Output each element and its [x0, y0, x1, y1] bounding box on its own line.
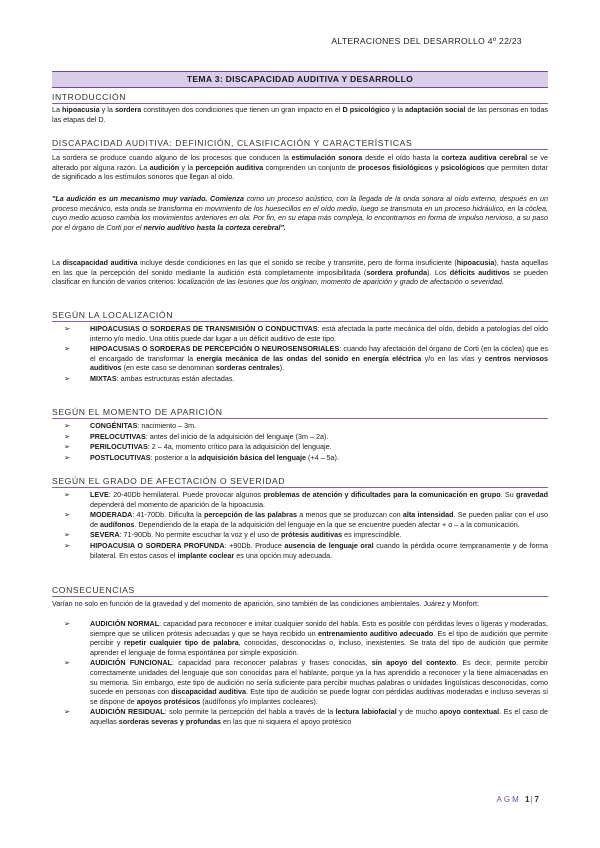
- text-run: se pueden clasificar en función de varios criterios:: [52, 267, 548, 287]
- text-run: SEVERA: [90, 530, 120, 540]
- text-run: (en este caso se denominan: [121, 363, 216, 373]
- text-run: centros nerviosos auditivos: [90, 353, 548, 373]
- arrow-bullet-icon: ➢: [64, 658, 71, 668]
- list-item: [64, 510, 548, 529]
- text-run: : cuando hay afectación del órgano de Corti (en la cóclea) que es el encargado de transformar la: [90, 344, 548, 363]
- text-run: y/o en las vías y: [421, 353, 485, 363]
- text-run: discapacidad auditiva: [171, 687, 247, 697]
- text-run: . Dependiendo de la etapa de la adquisición del lenguaje en la que se encuentre pueden afectar + o – a la comunicación.: [134, 519, 520, 529]
- text-run: AUDICIÓN RESIDUAL: [90, 707, 165, 717]
- text-run: es imprescindible.: [342, 530, 402, 540]
- arrow-bullet-icon: ➢: [64, 442, 71, 452]
- list-item: [64, 324, 548, 343]
- text-run: LEVE: [90, 490, 109, 499]
- text-run: AUDICIÓN FUNCIONAL: [90, 658, 173, 668]
- text-run: de las personas en todas las etapas del D.: [52, 105, 548, 124]
- text-run: : ambas estructuras están afectadas.: [116, 373, 235, 383]
- text-run: procesos fisiológicos: [358, 162, 433, 172]
- text-run: HIPOACUSIAS O SORDERAS DE TRANSMISIÓN O CONDUCTIVAS: [90, 324, 318, 333]
- text-run: audífonos: [100, 519, 135, 529]
- arrow-bullet-icon: ➢: [64, 344, 71, 354]
- text-run: : 41-70Db. Dificulta la: [132, 510, 204, 520]
- text-run: y la: [389, 105, 406, 114]
- page-footer: [497, 795, 540, 804]
- text-run: cuando la pérdida ocurre tempranamente y de forma bilateral. En estos casos el: [90, 540, 548, 560]
- text-run: HIPOACUSIAS O SORDERAS DE PERCEPCIÓN O NEUROSENSORIALES: [90, 344, 340, 354]
- text-run: AUDICIÓN NORMAL: [90, 619, 160, 628]
- list-item: [64, 707, 548, 726]
- text-run: prótesis auditivas: [280, 530, 343, 540]
- list-item: [64, 619, 548, 657]
- text-run: (audífonos y/o implantes cocleares).: [200, 696, 318, 706]
- section-heading-discapacidad-auditiva: DISCAPACIDAD AUDITIVA: DEFINICIÓN, CLASIFICACIÓN Y CARACTERÍSTICAS: [52, 138, 548, 150]
- list-item: [64, 421, 548, 431]
- text-run: . Es decir, permite percibir correctamente unidades del lenguaje que son conocidas para el hablante, porque ya la has aprendido a reconocer y la tiene almacenadas en su memoria. Sin embargo, este tipo de audición no sería suficiente para percibir muchas palabras o unidades lingüísticas desconocidas, como sucede en personas con: [90, 658, 548, 697]
- footer-page-number: 1: [525, 795, 531, 804]
- arrow-bullet-icon: ➢: [64, 619, 71, 628]
- text-run: déficits auditivos: [449, 267, 510, 277]
- text-run: ). Los: [427, 267, 450, 277]
- text-run: La sordera se produce cuando alguno de los procesos que conducen la: [52, 153, 292, 162]
- text-run: repetir cualquier tipo de palabra: [123, 638, 239, 648]
- arrow-bullet-icon: ➢: [64, 707, 71, 717]
- list-item: [64, 541, 548, 560]
- text-run: desde el oído hasta la: [362, 153, 442, 162]
- text-run: comprenden un conjunto de: [263, 162, 359, 172]
- list-item: [64, 658, 548, 706]
- text-run: percepción auditiva: [195, 162, 264, 172]
- text-run: que permiten dotar de significado a los estímulos sonoros que llegan al oído.: [52, 162, 548, 182]
- arrow-bullet-icon: ➢: [64, 452, 71, 462]
- text-run: adaptación social: [405, 105, 466, 114]
- text-run: . Este tipo de audición se puede lograr con pérdidas auditivas moderadas e incluso severas si se dispone de: [90, 687, 548, 706]
- text-run: La: [52, 105, 63, 114]
- text-run: . Se pueden paliar con el uso de: [90, 510, 548, 529]
- list-item: [64, 453, 548, 463]
- text-run: : 2 – 4a, momento crítico para la adquisición del lenguaje.: [147, 442, 332, 452]
- classification-paragraph: [52, 258, 548, 287]
- momento-list: [64, 421, 548, 463]
- text-run: HIPOACUSIA O SORDERA PROFUNDA: [90, 540, 225, 550]
- list-item: [64, 344, 548, 373]
- text-run: : +90Db. Produce: [224, 540, 285, 550]
- grado-list: [64, 490, 548, 561]
- text-run: , conocidas, desconocidas o, incluso, inexistentes. Se trata del tipo de audición que permite aprender el lenguaje de forma espontánea por simple exposición.: [90, 638, 549, 657]
- section-heading-momento: SEGÚN EL MOMENTO DE APARICIÓN: [52, 407, 548, 419]
- arrow-bullet-icon: ➢: [64, 490, 71, 499]
- text-run: . Es el tipo de audición que permite percibir y: [90, 628, 549, 648]
- section-heading-localizacion: SEGÚN LA LOCALIZACIÓN: [52, 310, 548, 322]
- text-run: apoyo contextual: [439, 707, 500, 717]
- section-heading-grado: SEGÚN EL GRADO DE AFECTACIÓN O SEVERIDAD: [52, 476, 548, 488]
- text-run: lectura labiofacial: [335, 707, 397, 717]
- text-run: PRELOCUTIVAS: [90, 431, 146, 441]
- text-run: incluye desde condiciones en las que el sonido se recibe y transmite, pero de forma insuficiente (: [137, 258, 457, 267]
- text-run: adquisición básica del lenguaje: [198, 452, 306, 462]
- text-run: hipoacusia: [62, 105, 100, 114]
- text-run: y la: [179, 162, 196, 172]
- text-run: entrenamiento auditivo adecuado: [317, 628, 434, 638]
- footer-separator: |: [530, 795, 535, 804]
- text-run: implante coclear: [177, 550, 235, 560]
- text-run: MODERADA: [90, 510, 133, 520]
- text-run: gravedad: [516, 490, 548, 499]
- text-run: como un proceso acústico, con la llegada de la onda sonora al oído externo, después en un proceso mecánico, esta onda se transforma en movimiento de los huesecillos en el oído medio, luego se transmuta en un proceso hidráulico, en la cóclea, cuyo medio acuoso cambia los movimientos anteriores en ola. Por fin, en su etapa más compleja, lo encontramos en forma de impulso nervioso, a su paso por el órgano de Corti por el: [52, 194, 548, 232]
- text-run: ), hasta aquellas en las que la percepción del sonido mediante la audición está completamente imposibilitada (: [52, 258, 548, 277]
- text-run: (+4 – 5a).: [305, 452, 339, 462]
- text-run: sorderas severas y profundas: [118, 716, 222, 726]
- text-run: . Su: [500, 490, 517, 499]
- text-run: y: [432, 162, 441, 172]
- text-run: y la: [99, 105, 115, 114]
- section-heading-consecuencias: CONSECUENCIAS: [52, 585, 548, 597]
- text-run: : está afectada la parte mecánica del oído, debido a patologías del oído interno y/o medio. Una otitis puede dar lugar a un déficit auditivo de este tipo.: [90, 324, 548, 343]
- footer-page-total: 7: [534, 795, 540, 804]
- arrow-bullet-icon: ➢: [64, 540, 71, 550]
- arrow-bullet-icon: ➢: [64, 324, 71, 333]
- text-run: CONGÉNITAS: [90, 421, 138, 430]
- text-run: ).: [279, 363, 285, 373]
- text-run: es una opción muy adecuada.: [234, 550, 333, 560]
- text-run: psicológicos: [440, 162, 485, 172]
- text-run: sordera profunda: [366, 267, 428, 277]
- consecuencias-intro: [52, 599, 548, 609]
- text-run: sin apoyo del contexto: [371, 658, 457, 668]
- text-run: alta intensidad: [402, 510, 454, 520]
- list-item: [64, 432, 548, 442]
- text-run: : posterior a la: [150, 452, 199, 462]
- page-title: TEMA 3: DISCAPACIDAD AUDITIVA Y DESARROLLO: [52, 71, 548, 88]
- text-run: 3m.: [184, 421, 197, 430]
- text-run: energía mecánica de las ondas del sonido en energía eléctrica: [196, 353, 422, 363]
- text-run: audición: [149, 162, 180, 172]
- list-item: [64, 442, 548, 452]
- text-run: localización de las lesiones que los originan, momento de aparición y grado de afectación o severidad.: [177, 277, 504, 287]
- text-run: : solo permite la percepción del habla a través de la: [164, 707, 336, 717]
- text-run: ausencia de lenguaje oral: [284, 540, 374, 550]
- text-run: La: [52, 258, 63, 267]
- arrow-bullet-icon: ➢: [64, 510, 71, 520]
- text-run: : 71-90Db. No permite escuchar la voz y el uso de: [119, 530, 281, 540]
- text-run: y de mucho: [396, 707, 440, 717]
- text-run: se ve alterado por alguna razón. La: [52, 153, 549, 172]
- list-item: [64, 490, 548, 509]
- text-run: dependerá del momento de aparición de la hipoacusia.: [90, 499, 266, 509]
- text-run: a menos que se produzcan con: [296, 510, 403, 520]
- text-run: discapacidad auditiva: [62, 258, 138, 267]
- text-run: : 20-40Db hemilateral. Puede provocar algunos: [108, 490, 264, 499]
- section-heading-introduccion: INTRODUCCIÓN: [52, 92, 548, 104]
- text-run: percepción de las palabras: [203, 510, 297, 520]
- list-item: [64, 530, 548, 540]
- text-run: nervio auditivo hasta la corteza cerebral".: [143, 222, 286, 232]
- text-run: sorderas centrales: [215, 363, 280, 373]
- text-run: Varían no solo en función de la gravedad y del momento de aparición, sino también de las condiciones ambientales. Juárez y Monfort:: [52, 599, 479, 608]
- text-run: "La audición es un mecanismo muy variado. Comienza: [52, 194, 245, 203]
- text-run: apoyos protésicos: [136, 696, 201, 706]
- footer-initials: AGM: [496, 795, 521, 804]
- text-run: constituyen dos condiciones que tienen un gran impacto en el: [141, 105, 343, 114]
- text-run: D psicológico: [342, 105, 390, 114]
- quote-paragraph: [52, 194, 548, 232]
- text-run: hipoacusia: [456, 258, 495, 267]
- arrow-bullet-icon: ➢: [64, 431, 71, 441]
- text-run: PERILOCUTIVAS: [90, 442, 148, 452]
- text-run: : nacimiento –: [137, 421, 185, 430]
- document-header: ALTERACIONES DEL DESARROLLO 4º 22/23: [331, 36, 522, 46]
- text-run: sordera: [114, 105, 142, 114]
- text-run: en las que ni siquiera el apoyo protésico: [221, 716, 352, 726]
- text-run: problemas de atención y dificultades para la comunicación en grupo: [263, 490, 501, 499]
- text-run: : capacidad para reconocer e imitar cualquier sonido del habla. Esto es posible con pérdidas leves o ligeras y moderadas, siempre que se utilicen prótesis adecuadas y que se haya recibido un: [90, 619, 548, 638]
- text-run: : capacidad para reconocer palabras y frases conocidas,: [172, 658, 372, 668]
- arrow-bullet-icon: ➢: [64, 530, 71, 540]
- localizacion-list: [64, 324, 548, 385]
- consecuencias-list: [64, 619, 548, 728]
- intro-paragraph: [52, 105, 548, 124]
- text-run: estimulación sonora: [291, 153, 363, 162]
- text-run: POSTLOCUTIVAS: [90, 452, 151, 462]
- arrow-bullet-icon: ➢: [64, 421, 71, 430]
- text-run: . Es el caso de aquellas: [90, 707, 549, 726]
- arrow-bullet-icon: ➢: [64, 373, 71, 383]
- list-item: [64, 374, 548, 384]
- text-run: : antes del inicio de la adquisición del lenguaje (3m – 2a).: [145, 431, 329, 441]
- text-run: MIXTAS: [90, 373, 117, 383]
- definition-paragraph: [52, 153, 548, 182]
- text-run: corteza auditiva cerebral: [441, 153, 528, 162]
